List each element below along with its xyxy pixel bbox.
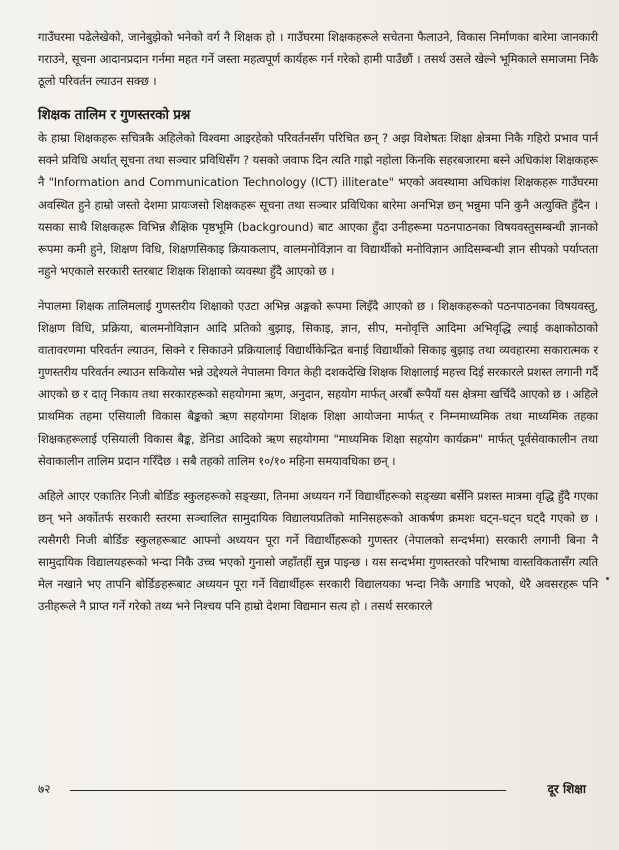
paragraph-intro: गाउँघरमा पढेलेखेको, जानेबुझेको भनेको वर्ग नै शिक्षक हो । गाउँघरमा शिक्षकहरूले सचेतना फैलाउने, विकास निर्माणका बारेमा जानकारी गराउने, सूचना आदानप्रदान गर्नमा महत गर्ने जस्ता महत्वपूर्ण कार्यहरू गर्न गरेको हामी पाउँछौं । तसर्थ उसले खेल्ने भूमिकाले समाजमा निकै ठूलो परिवर्तन ल्याउन सक्छ । <box>38 30 598 89</box>
margin-mark <box>606 577 609 580</box>
text-column <box>38 26 598 630</box>
paragraph-boarding-schools: अहिले आएर एकातिर निजी बोर्डिङ स्कुलहरूको सङ्ख्या, तिनमा अध्ययन गर्ने विद्यार्थीहरूको सङ्ख्या बर्सेनि प्रशस्त मात्रमा वृद्धि हुँदै गएका छन् भने अर्कोतर्फ सरकारी स्तरमा सञ्चालित सामुदायिक विद्यालयप्रतिको मानिसहरूको आकर्षण क्रमशः घट्न-घट्न घट्दै गएको छ । त्यसैगरी निजी बोर्डिङ स्कुलहरूबाट आफ्नो अध्ययन पूरा गर्ने विद्यार्थीहरूको गुणस्तर (नेपालको सन्दर्भमा) सरकारी लगानी बिना नै सामुदायिक विद्यालयहरूको भन्दा निकै उच्च भएको गुनासो जहाँतहीं सुन्न पाइन्छ । यस सन्दर्भमा गुणस्तरको परिभाषा वास्तविकतासँग त्यति मेल नखाने भए तापनि बोर्डिङहरूबाट अध्ययन पूरा गर्ने विद्यार्थीहरू सरकारी विद्यालयका भन्दा निकै अगाडि भएको, धेरै अवसरहरू पनि उनीहरूले नै प्राप्त गर्ने गरेको तथ्य भने निश्चय पनि हाम्रो देशमा विद्यमान सत्य हो । तसर्थ सरकारले <box>38 488 598 614</box>
paragraph-teacher-training: नेपालमा शिक्षक तालिमलाई गुणस्तरीय शिक्षाको एउटा अभिन्न अङ्गको रूपमा लिइँदै आएको छ । शिक्षकहरूको पठनपाठनका विषयवस्तु, शिक्षण विधि, प्रक्रिया, बालमनोविज्ञान आदि प्रतिको बुझाइ, सिकाइ, ज्ञान, सीप, मनोवृत्ति आदिमा अभिवृद्धि ल्याई कक्षाकोठाको वातावरणमा परिवर्तन ल्याउन, सिक्ने र सिकाउने प्रक्रियालाई विद्यार्थीकेन्द्रित बनाई विद्यार्थीको सिकाइ बुझाइ तथा व्यवहारमा सकारात्मक र गुणस्तरीय परिवर्तन ल्याउन सकियोस भन्ने उद्देश्यले नेपालमा विगत केही दशकदेखि शिक्षक शिक्षालाई महत्त्व दिई सरकारले प्रशस्त लगानी गर्दै आएको छ र दातृ निकाय तथा सरकारहरूको सहयोगमा ऋण, अनुदान, सहयोग मार्फत् अरबौं रूपैयाँ यस क्षेत्रमा खर्चिदै आएको छ । अहिले प्राथमिक तहमा एसियाली विकास बैङ्कको ऋण सहयोगमा शिक्षक शिक्षा आयोजना मार्फत् र निम्नमाध्यमिक तथा माध्यमिक तहका शिक्षकहरूलाई एसियाली विकास बैङ्क, डेनिडा आदिको ऋण सहयोगमा "माध्यमिक शिक्षा सहयोग कार्यक्रम" मार्फत् पूर्वसेवाकालीन तथा सेवाकालीन तालिम प्रदान गरिँदैछ । सबै तहको तालिम १०/१० महिना समयावधिका छन् । <box>38 298 598 468</box>
journal-name: दूर शिक्षा <box>547 782 586 796</box>
paragraph-ict: के हाम्रा शिक्षकहरू सचित्रकै अहिलेको विश्वमा आइरहेको परिवर्तनसँग परिचित छन् ? अझ विशेषतः शिक्षा क्षेत्रमा निकै गहिरो प्रभाव पार्न सक्ने प्रविधि अर्थात् सूचना तथा सञ्चार प्रविधिसँग ? यसको जवाफ दिन त्यति गाह्रो नहोला किनकि सहरबजारमा बस्ने अधिकांश शिक्षकहरू नै "Information and Communication Technology (ICT) illiterate" भएको अवस्थामा अधिकांश शिक्षकहरू गाउँघरमा अवस्थित हुने हाम्रो जस्तो देशमा प्रायःजसो शिक्षकहरू सूचना तथा सञ्चार प्रविधिका बारेमा अनभिज्ञ छन् भन्नुमा पनि कुनै अत्युक्ति हुँदैन । यसका साथै शिक्षकहरू विभिन्न शैक्षिक पृष्ठभूमि (background) बाट आएका हुँदा उनीहरूमा पठनपाठनका विषयवस्तुसम्बन्धी ज्ञानको रूपमा कमी हुने, शिक्षण विधि, शिक्षणसिकाइ क्रियाकलाप, वालमनोविज्ञान वा विद्यार्थीको मनोविज्ञान आदिसम्बन्धी ज्ञान सीपको पर्याप्तता नहुने भएकाले सरकारी स्तरबाट शिक्षक शिक्षाको व्यवस्था हुँदै आएको छ । <box>38 131 598 278</box>
page-number: ७२ <box>38 782 51 796</box>
section-heading: शिक्षक तालिम र गुणस्तरको प्रश्न <box>38 107 191 124</box>
footer-rule <box>70 790 506 791</box>
page-footer <box>38 780 598 804</box>
